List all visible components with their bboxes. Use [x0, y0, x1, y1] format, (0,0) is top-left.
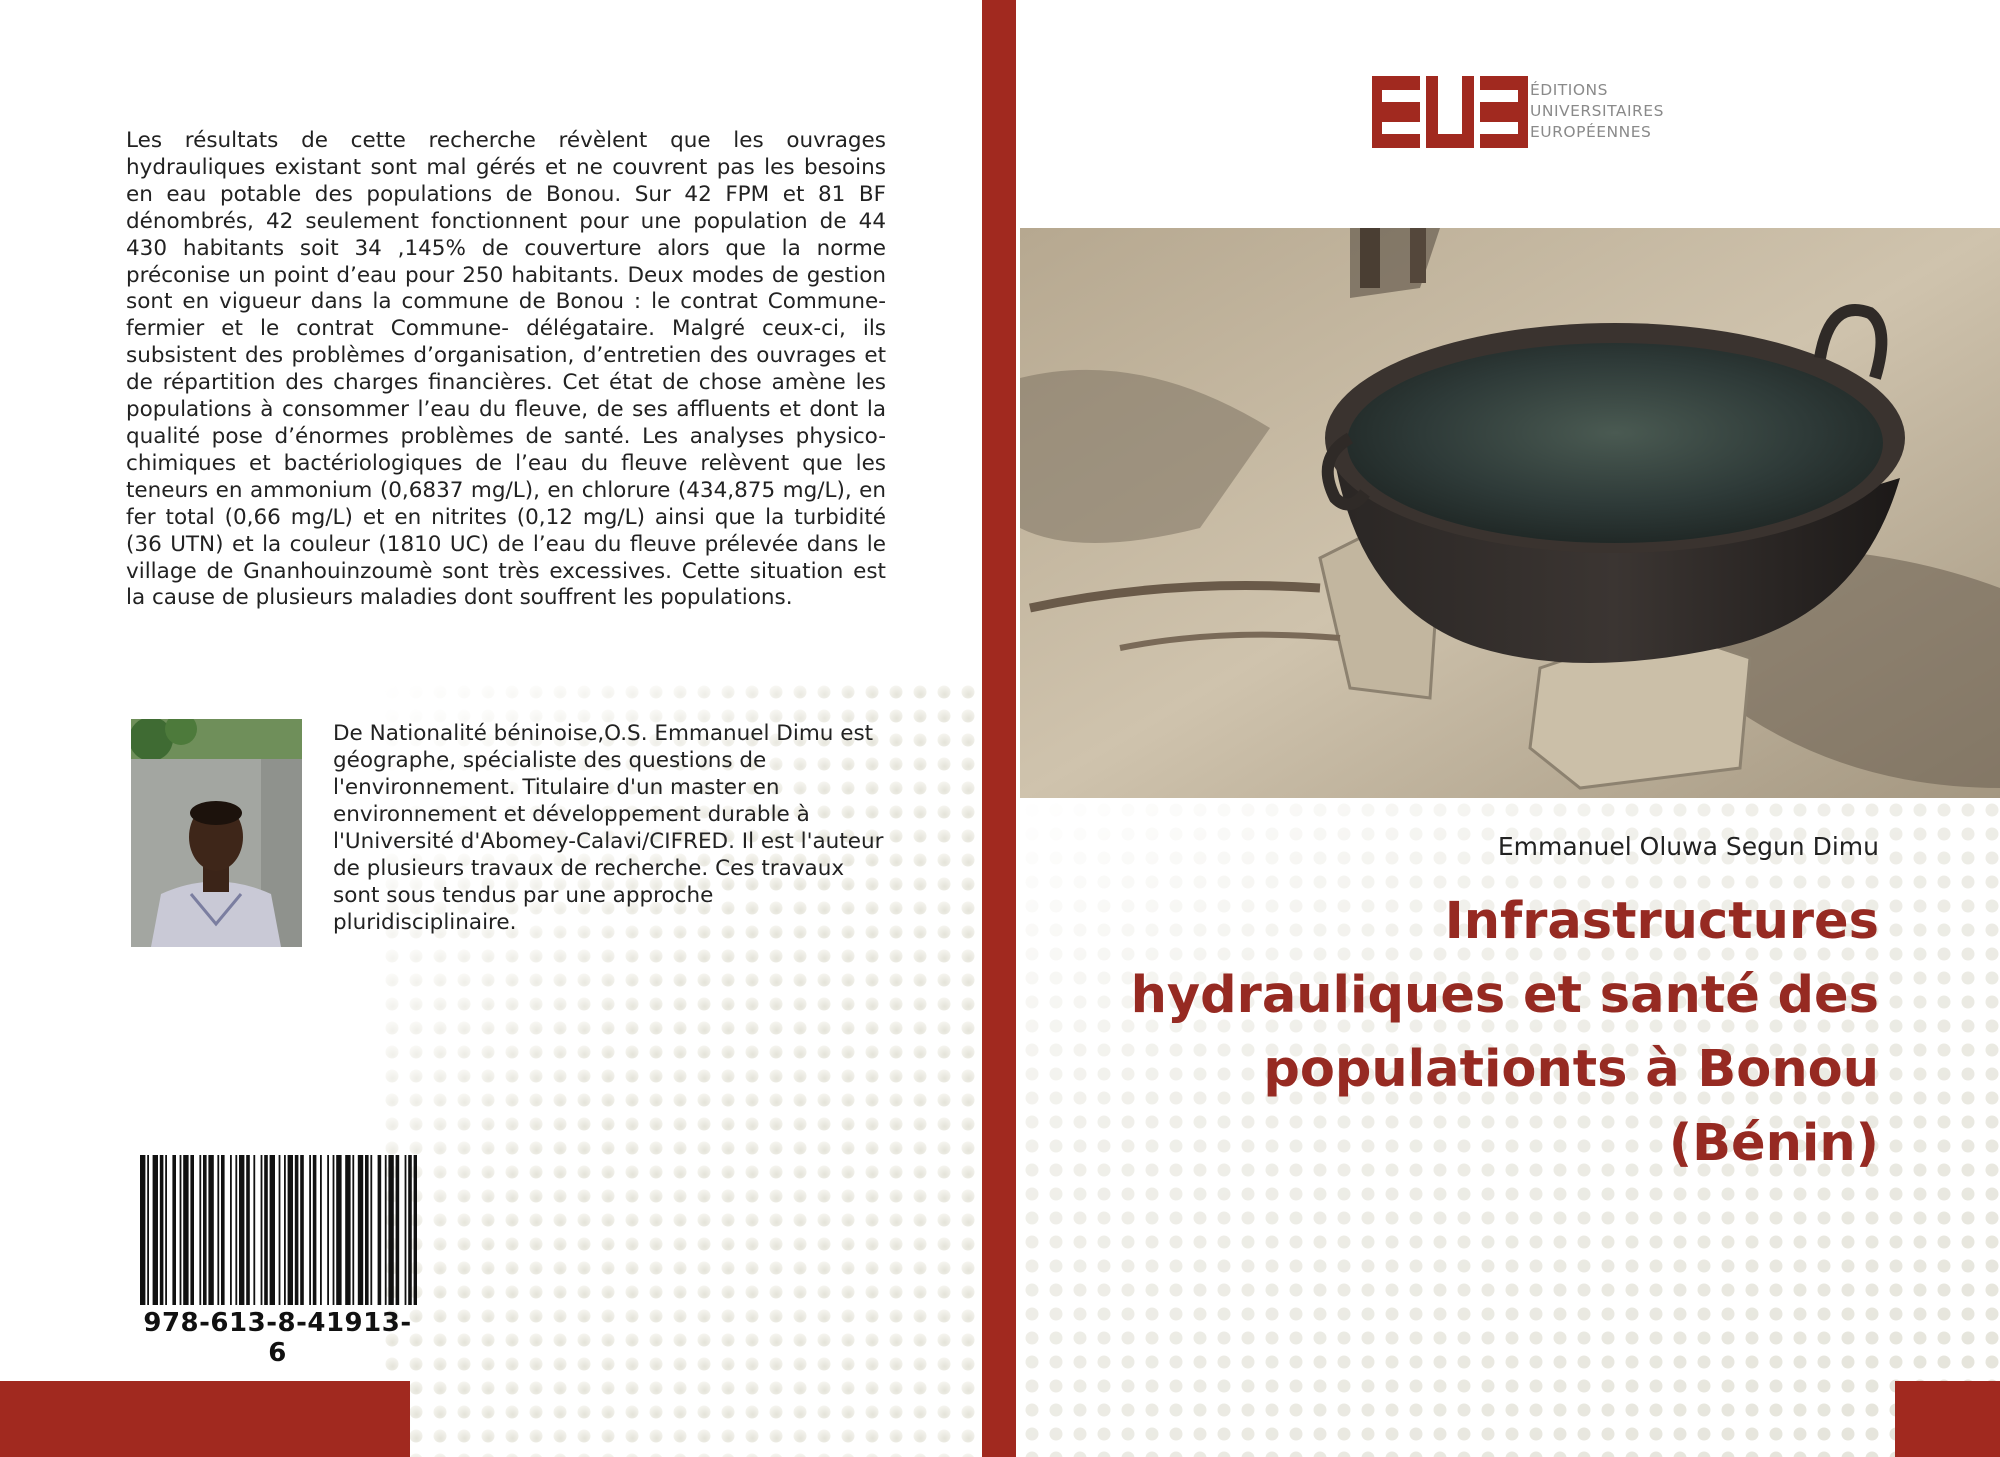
author-portrait: [131, 719, 302, 947]
title-line-4: (Bénin): [1668, 1114, 1879, 1173]
spine: [982, 0, 1016, 1457]
author-name: Emmanuel Oluwa Segun Dimu: [1497, 832, 1879, 861]
author-bio: De Nationalité béninoise,O.S. Emmanuel Dimu est géographe, spécialiste des questions de l'environnement. Titulaire d'un master en environnement et développement durable à l'Université d'Abomey-Calavi/CIFRED. Il est l'auteur de plusieurs travaux de recherche. Ces travaux sont sous tendus par une approche pluridisciplinaire.: [333, 721, 884, 935]
title-line-1: Infrastructures: [1444, 892, 1879, 951]
cooking-pot-photo: [1020, 228, 2000, 798]
bottom-band-right: [1895, 1381, 2000, 1457]
book-title: [979, 885, 1879, 1181]
publisher-name: [1530, 80, 1664, 143]
publisher-line-2: UNIVERSITAIRES: [1530, 102, 1664, 120]
back-cover-blurb: Les résultats de cette recherche révèlent que les ouvrages hydrauliques existant sont mal gérés et ne couvrent pas les besoins en eau potable des populations de Bonou. Sur 42 FPM et 81 BF dénombrés, 42 seulement fonctionnent pour une population de 44 430 habitants soit 34 ,145% de couverture alors que la norme préconise un point d’eau pour 250 habitants. Deux modes de gestion sont en vigueur dans la commune de Bonou : le contrat Commune- fermier et le contrat Commune- délégataire. Malgré ceux-ci, ils subsistent des problèmes d’organisation, d’entretien des ouvrages et de répartition des charges financières. Cet état de chose amène les populations à consommer l’eau du fleuve, de ses affluents et dont la qualité pose d’énormes problèmes de santé. Les analyses physico-chimiques et bactériologiques de l’eau du fleuve relèvent que les teneurs en ammonium (0,6837 mg/L), en chlorure (434,875 mg/L), en fer total (0,66 mg/L) et en nitrites (0,12 mg/L) ainsi que la turbidité (36 UTN) et la couleur (1810 UC) de l’eau du fleuve prélevée dans le village de Gnanhouinzoumè sont très excessives. Cette situation est la cause de plusieurs maladies dont souffrent les populations.: [126, 128, 886, 611]
title-line-3: populationts à Bonou: [1263, 1040, 1879, 1099]
isbn-number: 978-613-8-41913-6: [143, 1308, 412, 1368]
barcode-icon: [138, 1155, 417, 1305]
publisher-line-1: ÉDITIONS: [1530, 81, 1608, 99]
publisher-line-3: EUROPÉENNES: [1530, 123, 1652, 141]
title-line-2: hydrauliques et santé des: [1130, 966, 1879, 1025]
bottom-band-left: [0, 1381, 410, 1457]
